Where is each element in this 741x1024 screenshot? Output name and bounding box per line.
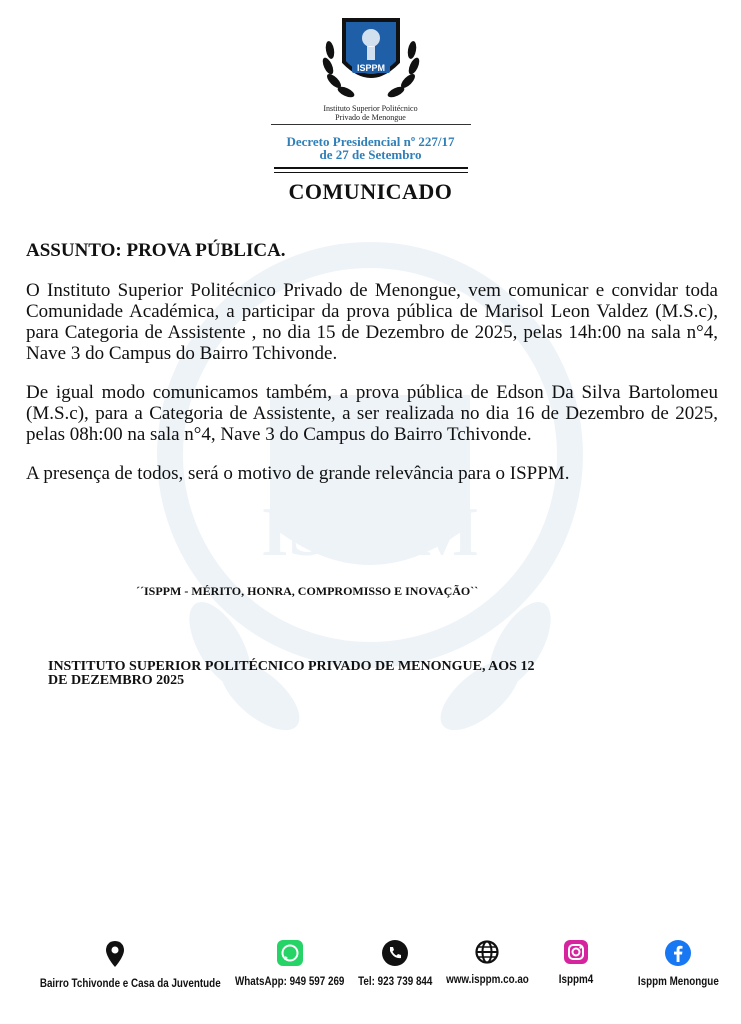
subject-line: ASSUNTO: PROVA PÚBLICA.: [26, 240, 286, 261]
svg-text:ISPPM: ISPPM: [356, 63, 385, 73]
phone-label: Tel: 923 739 844: [357, 974, 433, 988]
globe-icon: [475, 940, 499, 964]
institution-name: Instituto Superior Politécnico Privado de Menongue: [323, 104, 418, 122]
address-label: Bairro Tchivonde e Casa da Juventude: [39, 976, 221, 990]
announcement-body: [26, 240, 718, 502]
paragraph: De igual modo comunicamos também, a prova pública de Edson Da Silva Bartolomeu (M.S.c), para a Categoria de Assistente, a ser realizada no dia 16 de Dezembro de 2025, pelas 08h:00 na sala n°4, Nave 3 do Campus do Bairro Tchivonde.: [26, 382, 718, 445]
divider: [271, 124, 471, 125]
letterhead: [0, 10, 741, 205]
footer-facebook[interactable]: [618, 940, 738, 990]
footer-address: [20, 940, 221, 992]
divider: [274, 172, 468, 173]
footer-website[interactable]: [432, 940, 542, 988]
institution-motto: ´´ISPPM - MÉRITO, HONRA, COMPROMISSO E INOVAÇÃO``: [136, 584, 479, 598]
location-pin-icon: [105, 940, 125, 968]
isppm-logo: [316, 10, 426, 102]
phone-icon: [382, 940, 408, 966]
whatsapp-icon: [277, 940, 303, 966]
paragraph: A presença de todos, será o motivo de grande relevância para o ISPPM.: [26, 463, 570, 484]
instagram-icon: [564, 940, 588, 964]
instagram-label: Isppm4: [558, 972, 594, 986]
footer-instagram[interactable]: [536, 940, 616, 988]
paragraph: O Instituto Superior Politécnico Privado de Menongue, vem comunicar e convidar toda Comunidade Académica, a participar da prova pública de Marisol Leon Valdez (M.S.c), para Categoria de Assistente , no dia 15 de Dezembro de 2025, pelas 14h:00 na sala n°4, Nave 3 do Campus do Bairro Tchivonde.: [26, 280, 718, 364]
decree-reference: Decreto Presidencial nº 227/17 de 27 de Setembro: [286, 134, 455, 162]
whatsapp-label: WhatsApp: 949 597 269: [235, 974, 345, 988]
closing-statement: INSTITUTO SUPERIOR POLITÉCNICO PRIVADO DE MENONGUE, AOS 12 DE DEZEMBRO 2025: [48, 659, 535, 688]
document-title: COMUNICADO: [288, 179, 453, 204]
divider: [274, 167, 468, 169]
svg-text:ISPPM: ISPPM: [261, 494, 479, 571]
facebook-icon: [665, 940, 691, 966]
contact-footer: [0, 940, 741, 1000]
website-label: www.isppm.co.ao: [445, 972, 529, 986]
facebook-label: Isppm Menongue: [637, 974, 719, 988]
